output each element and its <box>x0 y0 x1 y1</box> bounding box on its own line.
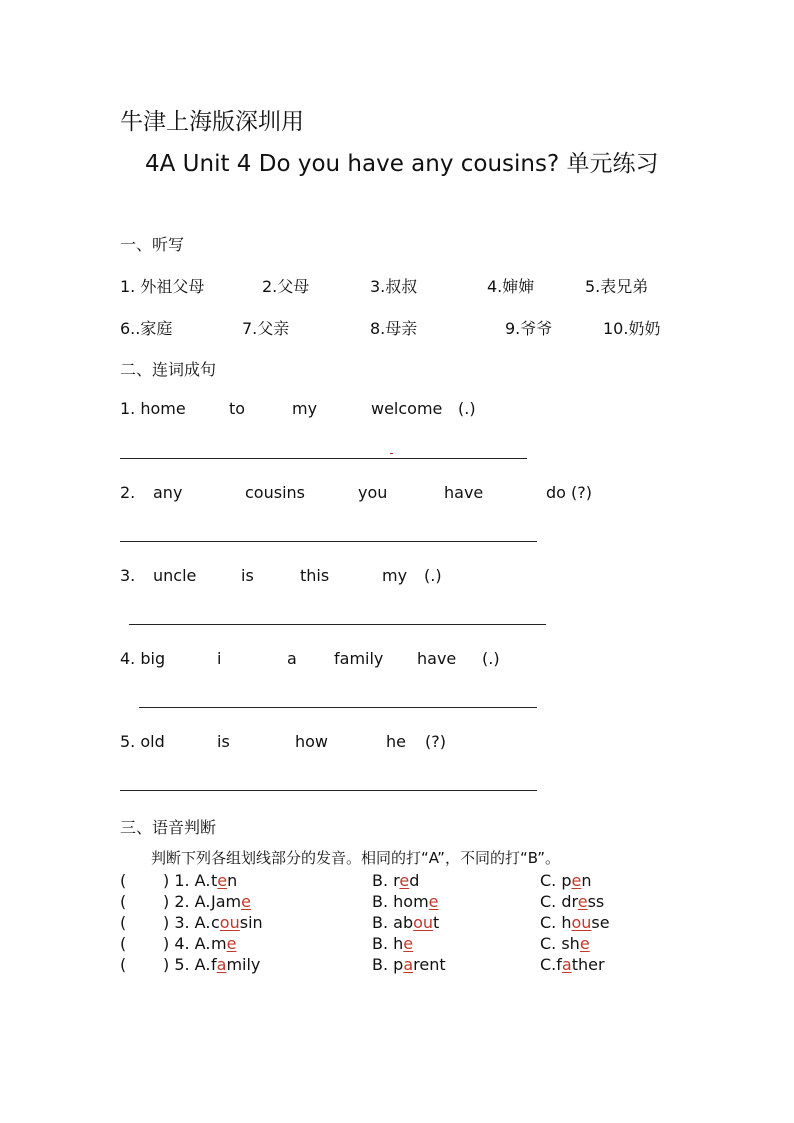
word-part: C. sh <box>540 934 580 953</box>
word-part: t <box>211 871 218 890</box>
word-part: n <box>581 871 592 890</box>
option-b <box>372 870 419 891</box>
dictation-item: 9.爷爷 <box>505 319 553 338</box>
underlined-sound: a <box>216 955 227 974</box>
dictation-item: 3.叔叔 <box>370 277 418 296</box>
word-part: C. h <box>540 913 572 932</box>
item-number: ) 5. A. <box>163 955 211 974</box>
answer-line[interactable] <box>120 458 527 459</box>
dictation-item: 5.表兄弟 <box>585 277 649 296</box>
answer-line[interactable] <box>120 541 537 542</box>
word: my <box>292 399 318 418</box>
word: do (?) <box>546 483 593 502</box>
word-part: n <box>227 871 238 890</box>
answer-line[interactable] <box>120 790 537 791</box>
dictation-item: 1. 外祖父母 <box>120 277 205 296</box>
word-part: se <box>591 913 610 932</box>
underlined-sound: ou <box>219 913 240 932</box>
item-number: ) 2. A. <box>163 892 211 911</box>
option-a <box>211 912 263 933</box>
word-part: C. dr <box>540 892 578 911</box>
word: have <box>444 483 484 502</box>
answer-line[interactable] <box>129 624 546 625</box>
word-part: C. p <box>540 871 572 890</box>
underlined-sound: e <box>403 934 414 953</box>
section3-heading: 三、语音判断 <box>120 818 217 837</box>
word: cousins <box>245 483 305 502</box>
underlined-sound: ou <box>571 913 592 932</box>
answer-paren[interactable]: ( <box>120 871 127 890</box>
answer-paren[interactable]: ( <box>120 913 127 932</box>
dictation-item: 8.母亲 <box>370 319 418 338</box>
dictation-item: 2.父母 <box>262 277 310 296</box>
word-part: ss <box>587 892 605 911</box>
word: to <box>229 399 246 418</box>
word: uncle <box>153 566 197 585</box>
underlined-sound: e <box>226 934 237 953</box>
underlined-sound: a <box>403 955 414 974</box>
item-number: ) 4. A. <box>163 934 211 953</box>
option-a <box>211 870 237 891</box>
word: (.) <box>458 399 476 418</box>
option-c <box>540 954 605 975</box>
item-number: ) 3. A. <box>163 913 211 932</box>
word-part: C.f <box>540 955 562 974</box>
word: is <box>217 732 230 751</box>
word-part: sin <box>239 913 263 932</box>
word: any <box>153 483 183 502</box>
word: have <box>417 649 457 668</box>
word: family <box>334 649 384 668</box>
word: 2. <box>120 483 136 502</box>
option-a <box>211 954 260 975</box>
dictation-item: 7.父亲 <box>242 319 290 338</box>
underlined-sound: e <box>217 871 228 890</box>
word-part: t <box>433 913 440 932</box>
underlined-sound: e <box>241 892 251 911</box>
item-number: ) 1. A. <box>163 871 211 890</box>
word: welcome <box>371 399 443 418</box>
dictation-item: 4.婶婶 <box>487 277 535 296</box>
underlined-sound: e <box>577 892 588 911</box>
section2-heading: 二、连词成句 <box>120 360 217 379</box>
answer-line[interactable] <box>139 707 537 708</box>
section1-heading: 一、听写 <box>120 235 185 254</box>
answer-paren[interactable]: ( <box>120 934 127 953</box>
word: 5. old <box>120 732 165 751</box>
underlined-sound: e <box>399 871 410 890</box>
word-part: m <box>211 934 227 953</box>
word: 4. big <box>120 649 166 668</box>
option-c <box>540 933 590 954</box>
option-c <box>540 912 610 933</box>
dictation-item: 6..家庭 <box>120 319 173 338</box>
underlined-sound: e <box>571 871 582 890</box>
word: i <box>217 649 222 668</box>
underlined-sound: a <box>561 955 572 974</box>
word: 3. <box>120 566 136 585</box>
word-part: d <box>409 871 420 890</box>
option-c <box>540 870 591 891</box>
option-a <box>211 891 251 912</box>
option-b <box>372 933 413 954</box>
underlined-sound: ou <box>413 913 434 932</box>
word: (.) <box>482 649 500 668</box>
underlined-sound: e <box>428 892 439 911</box>
title-line2: 4A Unit 4 Do you have any cousins? 单元练习 <box>145 151 659 177</box>
word-part: B. r <box>372 871 400 890</box>
word-part: B. ab <box>372 913 414 932</box>
word-part: ther <box>571 955 605 974</box>
word-part: mily <box>226 955 261 974</box>
word: (?) <box>425 732 446 751</box>
word: (.) <box>424 566 442 585</box>
answer-paren[interactable]: ( <box>120 955 127 974</box>
word: how <box>295 732 329 751</box>
word: he <box>386 732 406 751</box>
underlined-sound: e <box>579 934 590 953</box>
word: my <box>382 566 408 585</box>
instruction: 判断下列各组划线部分的发音。相同的打“A”，不同的打“B”。 <box>151 849 560 867</box>
option-b <box>372 954 446 975</box>
word: this <box>300 566 330 585</box>
word: 1. home <box>120 399 186 418</box>
option-b <box>372 891 439 912</box>
word-part: f <box>211 955 217 974</box>
option-a <box>211 933 236 954</box>
word-part: B. p <box>372 955 404 974</box>
word-part: rent <box>413 955 446 974</box>
word-part: B. h <box>372 934 404 953</box>
option-c <box>540 891 604 912</box>
word: is <box>241 566 254 585</box>
word-part: c <box>211 913 220 932</box>
mark <box>390 453 393 454</box>
title-line1: 牛津上海版深圳用 <box>120 109 304 135</box>
answer-paren[interactable]: ( <box>120 892 127 911</box>
word-part: Jam <box>211 892 242 911</box>
option-b <box>372 912 439 933</box>
word: you <box>358 483 388 502</box>
dictation-item: 10.奶奶 <box>603 319 661 338</box>
word-part: B. hom <box>372 892 429 911</box>
word: a <box>287 649 297 668</box>
